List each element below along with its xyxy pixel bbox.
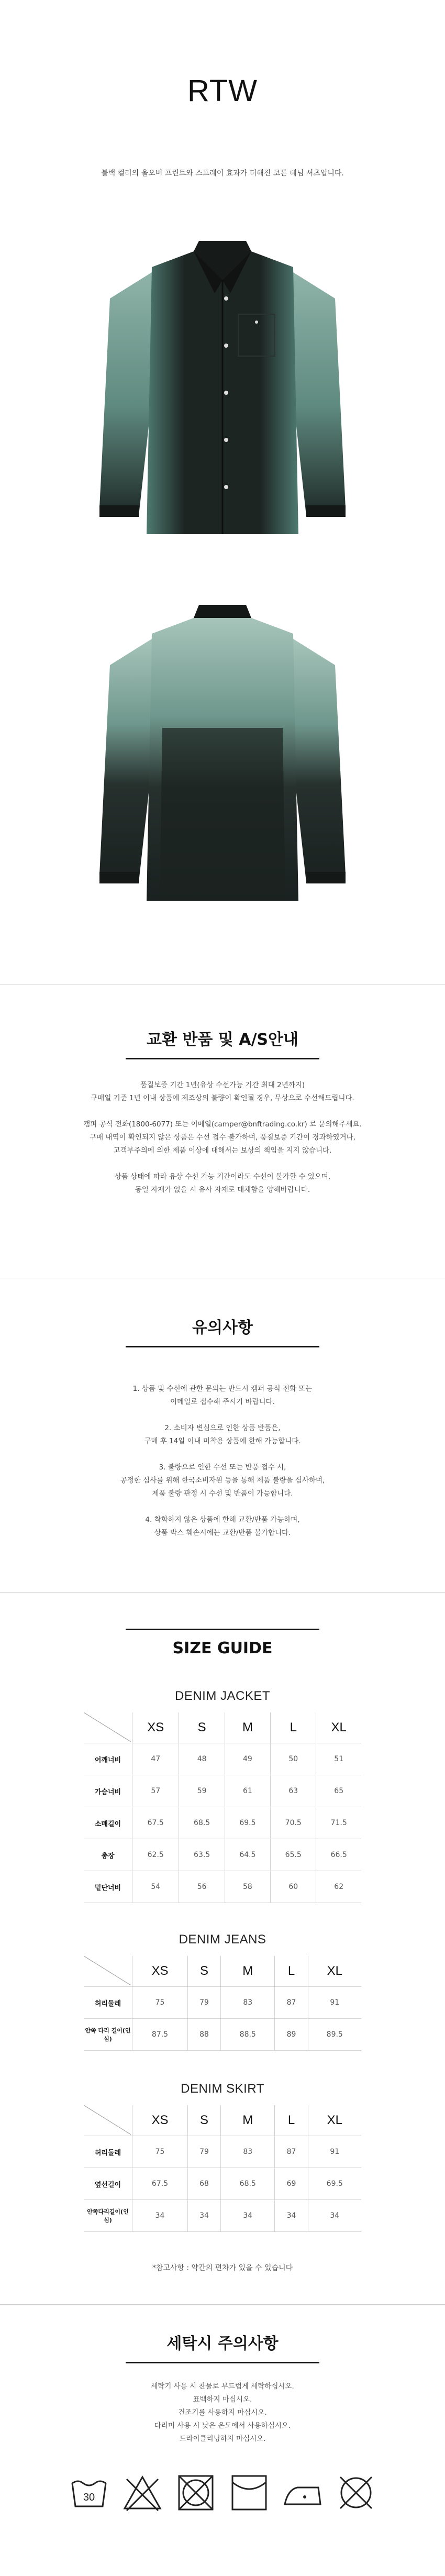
size-table-jacket xyxy=(84,1712,361,1903)
cell: 69 xyxy=(275,2168,308,2200)
cell: 88 xyxy=(188,2019,221,2051)
cell: 70.5 xyxy=(271,1807,316,1839)
table-row xyxy=(84,1807,361,1839)
text-line xyxy=(0,1409,445,1422)
size-header: XL xyxy=(327,1964,342,1978)
text-line: 2. 소비자 변심으로 인한 상품 반품은, xyxy=(164,1424,281,1432)
size-header: S xyxy=(188,2105,221,2136)
section-divider xyxy=(0,1592,445,1593)
size-header: L xyxy=(275,2105,308,2136)
wash-30-icon xyxy=(68,2472,110,2514)
cell: 34 xyxy=(221,2200,275,2232)
size-guide-title: SIZE GUIDE xyxy=(172,1639,273,1657)
row-label: 옆선길이 xyxy=(84,2168,132,2200)
cell: 51 xyxy=(316,1743,361,1775)
cell: 34 xyxy=(188,2200,221,2232)
washing-title: 세탁시 주의사항 xyxy=(166,2335,279,2353)
cell: 68 xyxy=(188,2168,221,2200)
size-header: XS xyxy=(132,2105,188,2136)
cell: 64.5 xyxy=(225,1839,270,1871)
cell: 67.5 xyxy=(132,2168,188,2200)
cell: 57 xyxy=(132,1775,179,1807)
title-underline xyxy=(126,2362,319,2363)
text-line: 구매 내역이 확인되지 않은 상품은 수선 접수 불가하며, 품질보증 기간이 경과하였거나, xyxy=(90,1133,355,1142)
cell: 48 xyxy=(179,1743,225,1775)
size-header: L xyxy=(275,1956,308,1987)
cell: 34 xyxy=(275,2200,308,2232)
row-label: 안쪽 다리 길이(인심) xyxy=(84,2019,132,2051)
text-line: 건조기를 사용하지 마십시오. xyxy=(178,2408,267,2417)
text-line xyxy=(0,1500,445,1513)
cell: 71.5 xyxy=(316,1807,361,1839)
care-icons xyxy=(68,2472,377,2535)
text-line: 표백하지 마십시오. xyxy=(193,2395,252,2404)
cell: 65.5 xyxy=(271,1839,316,1871)
row-label: 소매길이 xyxy=(84,1807,132,1839)
cell: 34 xyxy=(308,2200,361,2232)
cell: 66.5 xyxy=(316,1839,361,1871)
size-header: M xyxy=(221,2105,275,2136)
table-row xyxy=(84,1775,361,1807)
table-row xyxy=(84,2136,361,2168)
text-line: 이메일로 접수해 주시기 바랍니다. xyxy=(170,1398,275,1406)
table-row xyxy=(84,2200,361,2232)
text-line: 고객부주의에 의한 제품 이상에 대해서는 보상의 책임을 지지 않습니다. xyxy=(113,1146,332,1155)
cell: 87 xyxy=(275,1987,308,2019)
cell: 60 xyxy=(271,1871,316,1903)
cell: 68.5 xyxy=(179,1807,225,1839)
row-label: 총장 xyxy=(84,1839,132,1871)
size-header: M xyxy=(221,1956,275,1987)
product-photo-back xyxy=(89,581,356,922)
text-line: 구매일 기준 1년 이내 상품에 제조상의 불량이 확인될 경우, 무상으로 수선해드립니다. xyxy=(91,1094,354,1102)
cell: 56 xyxy=(179,1871,225,1903)
cell: 83 xyxy=(221,1987,275,2019)
cell: 59 xyxy=(179,1775,225,1807)
row-label: 가슴너비 xyxy=(84,1775,132,1807)
table-row xyxy=(84,1987,361,2019)
table-row xyxy=(84,2168,361,2200)
cell: 54 xyxy=(132,1871,179,1903)
exchange-title: 교환 반품 및 A/S안내 xyxy=(147,1031,298,1049)
cell: 83 xyxy=(221,2136,275,2168)
row-label: 안쪽다리길이(인심) xyxy=(84,2200,132,2232)
size-header: L xyxy=(271,1712,316,1743)
cell: 47 xyxy=(132,1743,179,1775)
cell: 79 xyxy=(188,1987,221,2019)
no-bleach-icon xyxy=(121,2472,163,2514)
text-line: 상품 박스 훼손시에는 교환/반품 불가합니다. xyxy=(154,1529,291,1537)
text-line xyxy=(0,1448,445,1461)
row-label: 어깨너비 xyxy=(84,1743,132,1775)
text-line: 4. 착화하지 않은 상품에 한해 교환/반품 가능하며, xyxy=(145,1516,300,1524)
header-corner xyxy=(84,1956,132,1987)
size-header: XS xyxy=(132,1712,179,1743)
caution-title: 유의사항 xyxy=(192,1319,253,1337)
caution-text xyxy=(0,1383,445,1540)
row-label: 허리둘레 xyxy=(84,1987,132,2019)
cell: 49 xyxy=(225,1743,270,1775)
text-line: 동일 자재가 없을 시 유사 자재로 대체함을 양해바랍니다. xyxy=(135,1186,310,1194)
text-line: 품질보증 기간 1년(유상 수선가능 기간 최대 2년까지) xyxy=(140,1081,305,1089)
text-line: 공정한 심사를 위해 한국소비자원 등을 통해 제품 불량을 심사하며, xyxy=(120,1476,325,1485)
no-dry-clean-icon xyxy=(335,2472,377,2514)
table-row xyxy=(84,1839,361,1871)
title-underline xyxy=(126,1346,319,1347)
cell: 87.5 xyxy=(132,2019,188,2051)
row-label: 밑단너비 xyxy=(84,1871,132,1903)
cell: 65 xyxy=(316,1775,361,1807)
line-dry-icon xyxy=(228,2472,270,2514)
title-rule xyxy=(126,1629,319,1630)
cell: 58 xyxy=(225,1871,270,1903)
cell: 61 xyxy=(225,1775,270,1807)
text-line: 3. 불량으로 인한 수선 또는 반품 접수 시, xyxy=(159,1463,286,1472)
cell: 75 xyxy=(132,1987,188,2019)
cell: 62.5 xyxy=(132,1839,179,1871)
title-underline xyxy=(126,1058,319,1059)
size-header: XS xyxy=(132,1956,188,1987)
product-description: 블랙 컬러의 올오버 프린트와 스프레이 효과가 더해진 코튼 데님 셔츠입니다. xyxy=(101,169,344,178)
table-row xyxy=(84,1871,361,1903)
table-title-jacket: DENIM JACKET xyxy=(174,1689,270,1703)
size-note: *참고사항 : 약간의 편차가 있을 수 있습니다 xyxy=(152,2264,293,2272)
cell: 63 xyxy=(271,1775,316,1807)
text-line: 구매 후 14일 이내 미착용 상품에 한해 가능합니다. xyxy=(144,1437,301,1445)
cell: 67.5 xyxy=(132,1807,179,1839)
table-title-skirt: DENIM SKIRT xyxy=(181,2082,264,2096)
exchange-text xyxy=(0,1079,445,1197)
text-line: 세탁기 사용 시 찬물로 부드럽게 세탁하십시오. xyxy=(151,2382,294,2391)
product-photo-front xyxy=(89,194,356,560)
cell: 50 xyxy=(271,1743,316,1775)
size-header: XL xyxy=(331,1720,347,1734)
cell: 91 xyxy=(308,2136,361,2168)
size-table-skirt xyxy=(84,2105,361,2232)
cell: 62 xyxy=(316,1871,361,1903)
cell: 89.5 xyxy=(308,2019,361,2051)
text-line xyxy=(0,1105,445,1118)
brand-title: RTW xyxy=(187,74,258,108)
text-line: 상품 상태에 따라 유상 수선 가능 기간이라도 수선이 불가할 수 있으며, xyxy=(114,1173,331,1181)
cell: 89 xyxy=(275,2019,308,2051)
row-label: 허리둘레 xyxy=(84,2136,132,2168)
text-line xyxy=(0,1157,445,1170)
cell: 68.5 xyxy=(221,2168,275,2200)
cell: 75 xyxy=(132,2136,188,2168)
size-header: M xyxy=(225,1712,270,1743)
text-line: 드라이클리닝하지 마십시오. xyxy=(179,2435,266,2443)
text-line: 캠퍼 공식 전화(1800-6077) 또는 이메일(camper@bnftrading.co.kr) 로 문의해주세요. xyxy=(83,1120,362,1129)
cell: 63.5 xyxy=(179,1839,225,1871)
cell: 69.5 xyxy=(225,1807,270,1839)
table-row xyxy=(84,1743,361,1775)
cell: 79 xyxy=(188,2136,221,2168)
iron-low-icon xyxy=(282,2472,324,2514)
text-line: 제품 불량 판정 시 수선 및 반품이 가능합니다. xyxy=(152,1489,293,1498)
section-divider xyxy=(0,2304,445,2305)
washing-text xyxy=(0,2380,445,2446)
cell: 88.5 xyxy=(221,2019,275,2051)
text-line: 다리미 사용 시 낮은 온도에서 사용하십시오. xyxy=(154,2422,291,2430)
size-header: S xyxy=(179,1712,225,1743)
cell: 91 xyxy=(308,1987,361,2019)
header-corner xyxy=(84,1712,132,1743)
cell: 87 xyxy=(275,2136,308,2168)
table-title-jeans: DENIM JEANS xyxy=(179,1932,266,1947)
size-header: S xyxy=(188,1956,221,1987)
size-table-jeans xyxy=(84,1956,361,2051)
wash-temperature: 30 xyxy=(83,2492,95,2503)
size-header: XL xyxy=(327,2113,342,2127)
no-tumble-dry-icon xyxy=(175,2472,217,2514)
text-line: 1. 상품 및 수선에 관한 문의는 반드시 캠퍼 공식 전화 또는 xyxy=(132,1385,313,1393)
cell: 69.5 xyxy=(308,2168,361,2200)
cell: 34 xyxy=(132,2200,188,2232)
table-row xyxy=(84,2019,361,2051)
header-corner xyxy=(84,2105,132,2136)
